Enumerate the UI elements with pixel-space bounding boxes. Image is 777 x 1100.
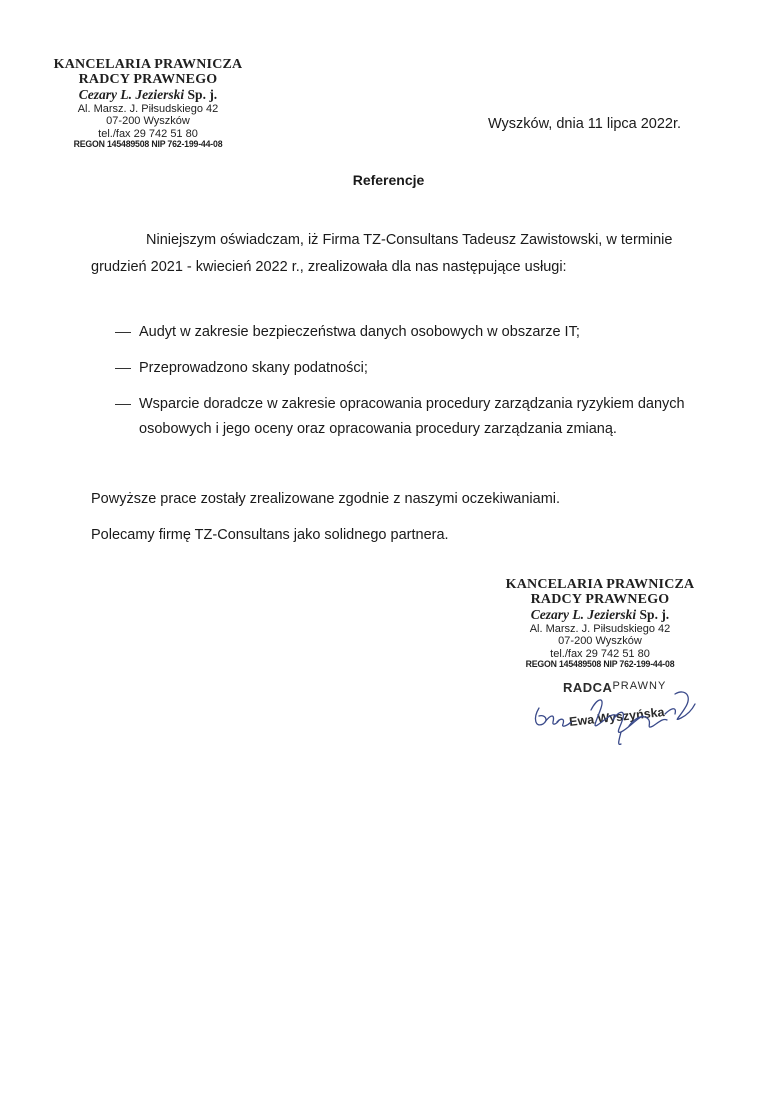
firm-name-line1: KANCELARIA PRAWNICZA (505, 577, 695, 592)
footer-stamp (500, 578, 700, 670)
address-city: 07-200 Wyszków (558, 635, 642, 648)
attorney-name-stamp: Ewa Wyszyńska (568, 705, 666, 729)
phone-fax: tel./fax 29 742 51 80 (98, 127, 198, 140)
service-text: Audyt w zakresie bezpieczeństwa danych osobowych w obszarze IT; (139, 324, 580, 340)
list-item (115, 320, 715, 345)
address-street: Al. Marsz. J. Piłsudskiego 42 (77, 102, 219, 115)
attorney-title-bold: RADCA (563, 680, 613, 695)
firm-name-line2: RADCY PRAWNEGO (78, 71, 218, 87)
owner-name: Cezary L. Jezierski (530, 607, 637, 623)
service-text: Przeprowadzono skany podatności; (139, 360, 368, 376)
owner-suffix: Sp. j. (187, 87, 218, 103)
list-item (115, 356, 715, 381)
service-text: Wsparcie doradcze w zakresie opracowania procedury zarządzania ryzykiem danych osobowych i jego oceny oraz opracowania procedury zarządzania zmianą. (139, 396, 685, 437)
date-line: Wyszków, dnia 11 lipca 2022r. (488, 116, 682, 132)
regon-nip: REGON 145489508 NIP 762-199-44-08 (73, 139, 223, 151)
intro-paragraph: Niniejszym oświadczam, iż Firma TZ-Consultans Tadeusz Zawistowski, w terminie grudzień 2021 - kwiecień 2022 r., zrealizowała dla nas następujące usługi: (91, 232, 673, 275)
attorney-title-rest: PRAWNY (612, 680, 667, 692)
document-title: Referencje (352, 172, 425, 188)
dash-bullet (115, 332, 131, 333)
dash-bullet (115, 368, 131, 369)
closing-line: Polecamy firmę TZ-Consultans jako solidnego partnera. (91, 527, 449, 543)
regon-nip: REGON 145489508 NIP 762-199-44-08 (525, 659, 675, 671)
address-street: Al. Marsz. J. Piłsudskiego 42 (529, 622, 671, 635)
list-item (115, 392, 715, 442)
firm-owner (500, 608, 700, 622)
closing-line: Powyższe prace zostały zrealizowane zgodnie z naszymi oczekiwaniami. (91, 491, 561, 507)
letterhead-stamp (48, 58, 248, 150)
signature-area (525, 674, 705, 754)
phone-fax: tel./fax 29 742 51 80 (550, 647, 650, 660)
address-city: 07-200 Wyszków (106, 115, 190, 128)
services-list (115, 320, 715, 453)
firm-name-line1: KANCELARIA PRAWNICZA (53, 57, 243, 72)
firm-name-line2: RADCY PRAWNEGO (530, 591, 670, 607)
owner-name: Cezary L. Jezierski (78, 87, 185, 103)
handwritten-signature (525, 674, 705, 754)
firm-owner (48, 88, 248, 102)
owner-suffix: Sp. j. (639, 607, 670, 623)
dash-bullet (115, 404, 131, 405)
